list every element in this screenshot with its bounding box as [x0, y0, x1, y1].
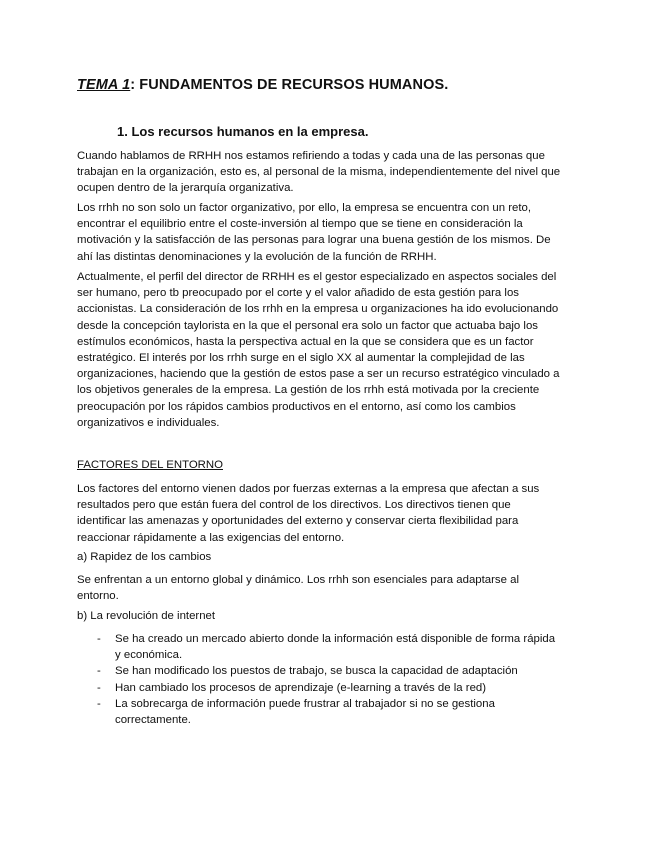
- bullet-dash: -: [97, 681, 101, 694]
- list-item-text: Han cambiado los procesos de aprendizaje (e-learning a través de la red): [115, 681, 487, 694]
- bullet-dash: -: [97, 633, 101, 645]
- page-title: [77, 77, 597, 93]
- list-item: [77, 696, 577, 728]
- paragraph-rrhh-reto: Los rrhh no son solo un factor organizativo, por ello, la empresa se encuentra con un reto, encontrar el equilibrio entre el coste-inversión al tiempo que se tiene en consideración la motivación y la satisfacción de las personas para lograr una buena gestión de los mismos. De ahí las distintas denominaciones y la evolución de la función de RRHH.: [77, 202, 551, 263]
- title-rest: : FUNDAMENTOS DE RECURSOS HUMANOS.: [130, 77, 449, 93]
- subsection-title: FACTORES DEL ENTORNO: [77, 459, 223, 471]
- item-a-label: a) Rapidez de los cambios: [77, 551, 212, 563]
- title-prefix: TEMA 1: [77, 77, 131, 93]
- paragraph-factores: Los factores del entorno vienen dados por fuerzas externas a la empresa que afectan a sus resultados pero que están fuera del control de los directivos. Los directivos tienen que identificar las amenazas y oportunidades del externo y conservar cierta flexibilidad para reaccionar rápidamente a las exigencias del entorno.: [77, 483, 540, 544]
- list-item: [77, 631, 577, 663]
- list-item: [77, 663, 577, 679]
- list-item: [77, 680, 577, 696]
- section-heading: 1. Los recursos humanos en la empresa.: [117, 124, 369, 139]
- list-item-text: La sobrecarga de información puede frustrar al trabajador si no se gestiona correctamente.: [115, 697, 495, 727]
- paragraph-director-rrhh: Actualmente, el perfil del director de RRHH es el gestor especializado en aspectos sociales del ser humano, pero tb preocupado por el corte y el valor añadido de esta gestión para los accionistas. La consideración de los rrhh en la empresa u organizaciones ha ido evolucionando desde la concepción taylorista en la que el personal era solo un factor que actuaba bajo los estímulos económicos, hasta la perspectiva actual en la que se considera que es un factor estratégico. El interés por los rrhh surge en el siglo XX al aumentar la complejidad de las organizaciones, haciendo que la gestión de estos pase a ser un recurso estratégico vinculado a los objetivos generales de la empresa. La gestión de los rrhh está motivada por la creciente preocupación por los rápidos cambios productivos en el entorno, así como los cambios organizativos e individuales.: [77, 271, 560, 429]
- bullet-list: [77, 631, 577, 728]
- list-item-text: Se ha creado un mercado abierto donde la información está disponible de forma rápida y económica.: [115, 633, 556, 662]
- item-a-text: Se enfrentan a un entorno global y dinámico. Los rrhh son esenciales para adaptarse al entorno.: [77, 574, 519, 603]
- item-b-label: b) La revolución de internet: [77, 610, 216, 622]
- paragraph-rrhh-definition: Cuando hablamos de RRHH nos estamos refiriendo a todas y cada una de las personas que trabajan en la organización, esto es, al personal de la misma, independientemente del nivel que ocupen dentro de la jerarquía organizativa.: [77, 150, 561, 195]
- bullet-dash: -: [97, 665, 101, 678]
- bullet-dash: -: [97, 697, 101, 710]
- list-item-text: Se han modificado los puestos de trabajo, se busca la capacidad de adaptación: [115, 665, 518, 678]
